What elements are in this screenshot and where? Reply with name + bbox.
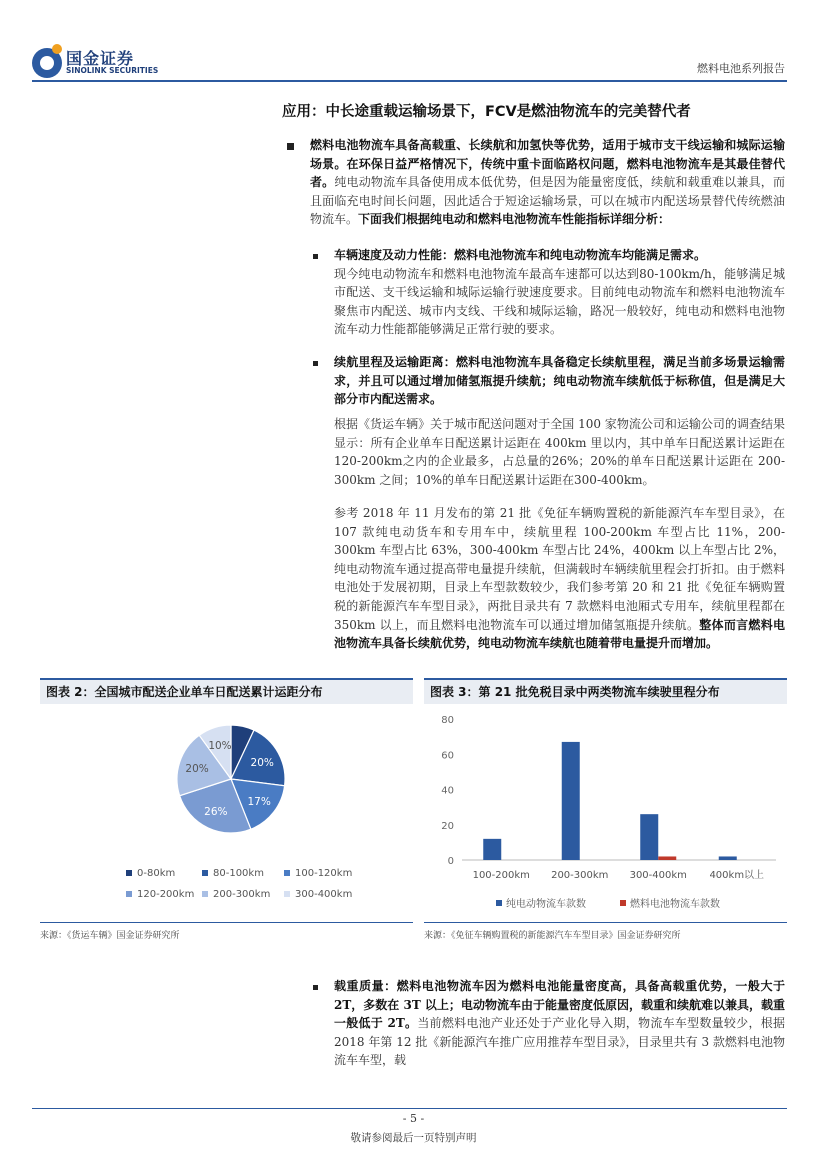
bullet-icon <box>287 143 294 150</box>
report-series: 燃料电池系列报告 <box>697 62 785 75</box>
point-load-text: 当前燃料电池产业还处于产业化导入期，物流车车型数量较少，根据 2018 年第 12 批《新能源汽车推广应用推荐车型目录》，目录里共有 3 款燃料电池物流车车型，载 <box>334 1016 785 1068</box>
bar-y-tick-3: 60 <box>441 750 454 762</box>
bar-legend-swatch-1 <box>620 900 626 906</box>
pie-legend-swatch-4 <box>202 891 208 897</box>
sub-bullet-icon <box>313 361 318 366</box>
pie-legend-label-1: 80-100km <box>213 868 264 879</box>
pie-legend-swatch-2 <box>284 870 290 876</box>
intro-paragraph <box>310 136 785 229</box>
bar-x-tick-1: 200-300km <box>551 870 609 881</box>
point-speed-text: 现今纯电动物流车和燃料电池物流车最高车速都可以达到80-100km/h，能够满足城市配送、支干线运输和城际运输行驶速度要求。目前纯电动物流车和燃料电池物流车聚焦市内配送、城市内支线、干线和城际运输，路况一般较好，纯电动和燃料电池物流车动力性能都能够满足正常行驶的要求。 <box>334 266 785 337</box>
point-range-para2-bold: 整体而言燃料电池物流车具备长续航优势，纯电动物流车续航也随着带电量提升而增加。 <box>334 617 785 651</box>
point-range <box>334 353 785 409</box>
bar-legend-label-1: 燃料电池物流车款数 <box>630 899 720 910</box>
footer-divider <box>32 1108 787 1109</box>
logo-text-cn: 国金证券 <box>66 49 135 68</box>
pie-data-label-4: 20% <box>185 762 209 775</box>
point-range-bold: 续航里程及运输距离：燃料电池物流车具备稳定长续航里程，满足当前多场景运输需求，并且可以通过增加储氢瓶提升续航；纯电动物流车续航低于标称值，但是满足大部分市内配送需求。 <box>334 355 785 407</box>
point-range-para2 <box>334 504 785 653</box>
bar-0-0 <box>483 839 501 860</box>
figure-3-bar-chart <box>424 704 787 922</box>
point-speed-bold: 车辆速度及动力性能：燃料电池物流车和纯电动物流车均能满足需求。 <box>334 248 707 262</box>
figure-3-title: 图表 3：第 21 批免税目录中两类物流车续驶里程分布 <box>424 680 787 704</box>
pie-legend-label-4: 200-300km <box>213 889 271 900</box>
pie-legend-label-2: 100-120km <box>295 868 353 879</box>
pie-data-label-1: 20% <box>250 756 274 769</box>
sub-bullet-icon <box>313 985 318 990</box>
pie-data-label-5: 10% <box>208 740 232 753</box>
logo-text-en: SINOLINK SECURITIES <box>66 66 159 75</box>
pie-legend-swatch-5 <box>284 891 290 897</box>
figure-2-source: 来源：《货运车辆》国金证券研究所 <box>40 931 180 941</box>
intro-text: 纯电动物流车具备使用成本低优势，但是因为能量密度低，续航和载重难以兼具，而且面临充电时间长问题，因此适合于短途运输场景，可以在城市内配送场景替代传统燃油物流车。 <box>310 175 785 227</box>
bar-x-tick-2: 300-400km <box>629 870 687 881</box>
bar-y-tick-2: 40 <box>441 785 454 797</box>
bar-y-tick-4: 80 <box>441 715 454 726</box>
bar-0-2 <box>640 814 658 860</box>
bar-y-tick-1: 20 <box>441 820 454 832</box>
footer-disclaimer: 敬请参阅最后一页特别声明 <box>350 1132 477 1144</box>
pie-data-label-2: 17% <box>247 795 271 808</box>
pie-legend-swatch-1 <box>202 870 208 876</box>
point-load-bold: 载重质量：燃料电池物流车因为燃料电池能量密度高，具备高载重优势，一般大于 2T，多数在 3T 以上；电动物流车由于能量密度低原因，载重和续航难以兼具，载重一般低于 2T。 <box>334 979 785 1031</box>
point-speed <box>334 246 785 339</box>
pie-legend-label-3: 120-200km <box>137 889 195 900</box>
figure-3-bottom-rule <box>424 922 787 923</box>
figure-2-bottom-rule <box>40 922 413 923</box>
bar-x-tick-0: 100-200km <box>472 870 530 881</box>
pie-data-label-3: 26% <box>204 806 228 819</box>
pie-legend-swatch-0 <box>126 870 132 876</box>
bar-legend-label-0: 纯电动物流车款数 <box>506 899 586 910</box>
pie-legend-label-5: 300-400km <box>295 889 353 900</box>
pie-legend-swatch-3 <box>126 891 132 897</box>
point-range-para2-text: 参考 2018 年 11 月发布的第 21 批《免征车辆购置税的新能源汽车车型目录》，在 107 款纯电动货车和专用车中，续航里程 100-200km 车型占比 11%，200-300km 车型占比 63%，300-400km 车型占比 24%，400km 以上车型占比 2%，纯电动物流车通过提高带电量提升续航，但满载时车辆续航里程会打折扣。由于燃料电池处于发展初期，目录上车型款数较少，我们参考第 20 和 21 批《免征车辆购置税的新能源汽车车型目录》，两批目录共有 7 款燃料电池厢式专用车，续航里程都在 350km 以上，而且燃料电池物流车可以通过增加储氢瓶提升续航。 <box>334 506 785 632</box>
intro-bold-2: 下面我们根据纯电动和燃料电池物流车性能指标详细分析： <box>358 212 671 227</box>
logo-accent-icon <box>52 44 62 54</box>
header-divider <box>32 80 787 82</box>
section-title: 应用：中长途重载运输场景下，FCV是燃油物流车的完美替代者 <box>282 104 691 120</box>
pie-legend-label-0: 0-80km <box>137 868 176 879</box>
figure-2-title: 图表 2：全国城市配送企业单车日配送累计运距分布 <box>40 680 413 704</box>
bar-x-tick-3: 400km以上 <box>709 870 765 881</box>
bar-0-1 <box>562 742 580 860</box>
intro-bold-1: 燃料电池物流车具备高载重、长续航和加氢快等优势，适用于城市支干线运输和城际运输场景。在环保日益严格情况下，传统中重卡面临路权问题，燃料电池物流车是其最佳替代者。 <box>310 138 785 190</box>
point-range-para1: 根据《货运车辆》关于城市配送问题对于全国 100 家物流公司和运输公司的调查结果显示：所有企业单车日配送累计运距在 400km 里以内，其中单车日配送累计运距在120-200km之内的企业最多，占总量的26%；20%的单车日配送累计运距在 200-300km 之间；10%的单车日配送累计运距在300-400km。 <box>334 417 785 487</box>
bar-legend-swatch-0 <box>496 900 502 906</box>
bar-0-3 <box>719 856 737 860</box>
figure-2-pie-chart <box>40 704 413 922</box>
bar-y-tick-0: 0 <box>447 856 454 867</box>
figure-3-source: 来源：《免征车辆购置税的新能源汽车车型目录》国金证券研究所 <box>424 931 681 941</box>
page-number: - 5 - <box>402 1112 425 1125</box>
bar-1-2 <box>658 856 676 860</box>
sub-bullet-icon <box>313 254 318 259</box>
point-load <box>334 977 785 1070</box>
